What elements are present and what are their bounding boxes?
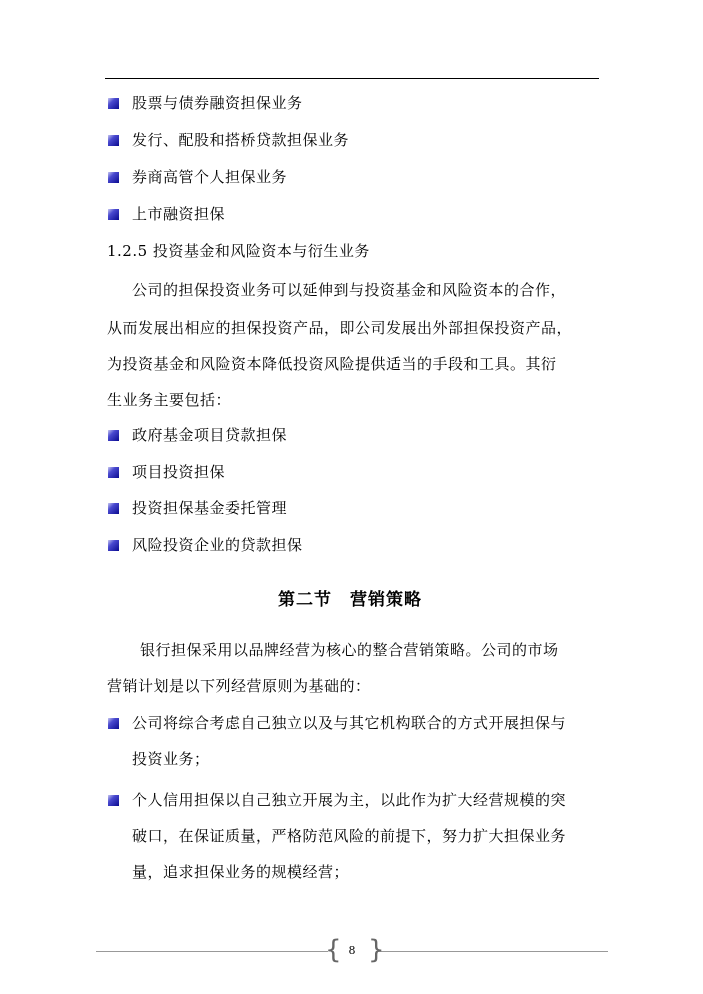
- list-item: 股票与债券融资担保业务: [132, 94, 303, 112]
- bullet-icon: [108, 467, 119, 478]
- section-title: 第二节 营销策略: [278, 590, 422, 610]
- paragraph-line: 营销计划是以下列经营原则为基础的：: [107, 677, 371, 695]
- list-item-line: 破口，在保证质量，严格防范风险的前提下，努力扩大担保业务: [132, 827, 567, 845]
- list-item: 项目投资担保: [132, 463, 226, 481]
- list-item: 券商高管个人担保业务: [132, 168, 288, 186]
- bullet-icon: [108, 503, 119, 514]
- list-item-line: 量，追求担保业务的规模经营；: [132, 863, 350, 881]
- list-item: 投资担保基金委托管理: [132, 499, 288, 517]
- list-item: 风险投资企业的贷款担保: [132, 536, 303, 554]
- list-item: 发行、配股和搭桥贷款担保业务: [132, 131, 350, 149]
- bullet-icon: [108, 98, 119, 109]
- section-heading: 1.2.5 投资基金和风险资本与衍生业务: [107, 242, 370, 260]
- paragraph-line: 从而发展出相应的担保投资产品，即公司发展出外部担保投资产品，: [107, 319, 573, 337]
- paragraph-line: 生业务主要包括：: [107, 391, 232, 409]
- list-item-line: 公司将综合考虑自己独立以及与其它机构联合的方式开展担保与: [132, 714, 567, 732]
- bullet-icon: [108, 209, 119, 220]
- footer-rule-left: [96, 951, 328, 952]
- list-item: 上市融资担保: [132, 205, 226, 223]
- list-item: 政府基金项目贷款担保: [132, 426, 288, 444]
- list-item-line: 投资业务；: [132, 750, 210, 768]
- bullet-icon: [108, 172, 119, 183]
- bullet-icon: [108, 718, 119, 729]
- paragraph-line: 公司的担保投资业务可以延伸到与投资基金和风险资本的合作，: [132, 281, 567, 299]
- bullet-icon: [108, 795, 119, 806]
- page-number: 8: [348, 944, 356, 957]
- bullet-icon: [108, 540, 119, 551]
- paragraph-line: 银行担保采用以品牌经营为核心的整合营销策略。公司的市场: [140, 641, 559, 659]
- left-brace-icon: {: [325, 935, 342, 965]
- bullet-icon: [108, 135, 119, 146]
- footer-rule-right: [376, 951, 608, 952]
- paragraph-line: 为投资基金和风险资本降低投资风险提供适当的手段和工具。其衍: [107, 355, 557, 373]
- bullet-icon: [108, 430, 119, 441]
- right-brace-icon: }: [368, 935, 385, 965]
- list-item-line: 个人信用担保以自己独立开展为主，以此作为扩大经营规模的突: [132, 791, 567, 809]
- header-rule: [105, 78, 599, 79]
